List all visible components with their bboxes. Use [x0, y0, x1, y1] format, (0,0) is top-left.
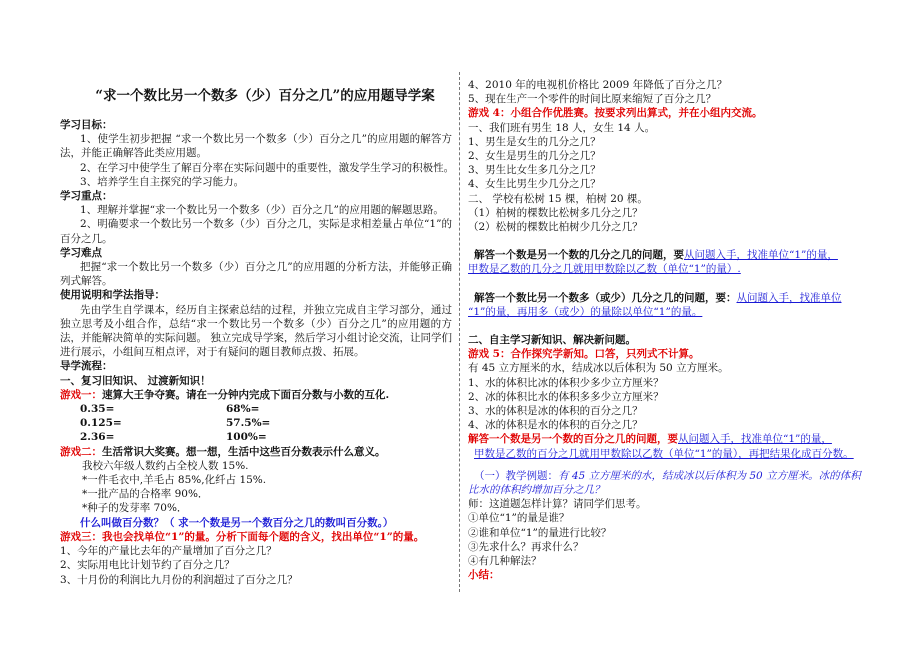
objectives-heading: 学习目标： — [60, 119, 113, 131]
game-four — [468, 106, 863, 120]
summary-three — [468, 432, 863, 446]
guidance-text: 先由学生自学课本，经历自主探索总结的过程，并独立完成自主学习部分，通过独立思考及小组合作，总结“求一个数比另一个数多（少）百分之几”的应用题的方法，并能解决简单的实际问题。 独立完成导学案，然后学习小组讨论交流，让同学们进行展示，小组间互相点评，对于有疑问的题目教师点拨、拓展。 — [60, 303, 452, 359]
calc-cell: 0.35= — [80, 403, 115, 416]
summary-one-link: 从问题入手，找准单位“1”的量， — [684, 249, 838, 262]
exercise-item: 2、女生是男生的几分之几？ — [468, 150, 601, 163]
game-three-item: 5、现在生产一个零件的时间比原来缩短了百分之几？ — [468, 93, 717, 106]
game-three-item: 3、十月份的利润比九月份的利润超过了百分之几？ — [60, 573, 298, 586]
example — [468, 469, 863, 483]
left-column — [60, 78, 455, 587]
summary-two — [468, 291, 863, 305]
calc-cell: 57.5%= — [226, 417, 271, 430]
fact-item: 我校六年级人数约占全校人数 15%. — [82, 459, 249, 472]
exercise-item: （2）松树的棵数比柏树少几分之几？ — [468, 221, 643, 234]
game-one-label: 游戏一： — [60, 388, 102, 401]
exercise-item: 4、女生比男生少几分之几？ — [468, 178, 601, 191]
game-two-text: 生活常识大奖赛。想一想，生活中这些百分数表示什么意义。 — [102, 445, 386, 458]
calc-row — [60, 416, 452, 430]
step-item: ②谁和单位“1”的量进行比较？ — [468, 526, 612, 539]
spacer — [468, 461, 863, 469]
teacher-prompt: 师：这道题怎样计算？请同学们思考。 — [468, 498, 647, 511]
summary-one-bold: 解答一个数是另一个数的几分之几的问题，要 — [474, 249, 684, 262]
game-five-text: 合作探究学新知。口答，只列式不计算。 — [510, 348, 700, 361]
section-two-heading: 二、自主学习新知识、解决新问题。 — [468, 334, 636, 347]
game-three-label: 游戏三： — [60, 530, 102, 543]
example-text-cont: 比水的体积约增加百分之几？ — [468, 484, 605, 497]
water-item: 2、冰的体积比水的体积多多少立方厘米？ — [468, 390, 664, 403]
step-item: ④有几种解法？ — [468, 555, 542, 568]
exercise-item: 3、男生比女生多几分之几？ — [468, 164, 601, 177]
calc-cell: 2.36= — [80, 431, 115, 444]
game-three-item: 2、实际用电比计划节约了百分之几？ — [60, 559, 235, 572]
spacer — [468, 234, 863, 248]
objective-item: 3、培养学生自主探究的学习能力。 — [80, 175, 245, 188]
summary-three-red: 解答一个数是另一个数的百分之几的问题， — [468, 433, 668, 446]
summary-two-link: 从问题入手，找准单位 — [736, 291, 842, 304]
objective-item: 1、使学生初步把握 “求一个数比另一个数多（少）百分之几”的应用题的解答方法，并能正确解答此类应用题。 — [60, 133, 452, 160]
right-column — [468, 78, 863, 583]
step-item: ③先求什么？再求什么？ — [468, 540, 584, 553]
page-title: “求一个数比另一个数多（少）百分之几”的应用题导学案 — [95, 88, 435, 104]
fact-item: *一批产品的合格率 90%． — [82, 488, 209, 501]
exercise-item: 1、男生是女生的几分之几？ — [468, 135, 601, 148]
water-item: 3、水的体积是冰的体积的百分之几？ — [468, 405, 643, 418]
summary-two-link-cont: “1”的量，再用多（或少）的量除以单位“1”的量。 — [468, 305, 703, 318]
example-label: （一）教学例题： — [474, 469, 558, 482]
calc-cell: 68%= — [226, 403, 260, 416]
summary-two-bold: 解答一个数比另一个数多（或少）几分之几的问题，要： — [474, 291, 737, 304]
game-three — [60, 530, 452, 544]
game-four-label: 游戏 4： — [468, 107, 511, 120]
game-three-item: 1、今年的产量比去年的产量增加了百分之几？ — [60, 545, 277, 558]
spacer — [468, 277, 863, 291]
game-four-text: 小组合作优胜赛。按要求列出算式，并在小组内交流。 — [510, 107, 763, 120]
game-two — [60, 445, 452, 459]
summary-three-bold: 要 — [667, 433, 678, 446]
water-item: 1、水的体积比冰的体积少多少立方厘米？ — [468, 376, 664, 389]
game-three-item: 4、2010 年的电视机价格比 2009 年降低了百分之几？ — [468, 79, 728, 91]
water-item: 4、冰的体积是水的体积的百分之几？ — [468, 419, 643, 432]
game-five-label: 游戏 5： — [468, 348, 511, 361]
summary-one-link-cont: 甲数是乙数的几分之几就用甲数除以乙数（单位“1”的量）. — [468, 263, 741, 276]
calc-cell: 0.125= — [80, 417, 122, 430]
summary-three-link: 从问题入手，找准单位“1”的量， — [678, 433, 832, 446]
game-five — [468, 347, 863, 361]
example-text: 有 45 立方厘米的水，结成冰以后体积为 50 立方厘米。冰的体积 — [558, 469, 861, 482]
fact-item: *种子的发芽率 70%． — [82, 502, 188, 515]
keypoints-heading: 学习重点： — [60, 190, 113, 203]
difficulty-text: 把握“求一个数比另一个数多（少）百分之几”的应用题的分析方法，并能够正确列式解答。 — [60, 261, 452, 288]
summary-three-link-cont: 甲数是乙数的百分之几就用甲数除以乙数（单位“1”的量），再把结果化成百分数。 — [474, 447, 854, 460]
keypoint-item: 2、明确要求一个数比另一个数多（少）百分之几，实际是求相差量占单位“1”的百分之几。 — [60, 218, 452, 245]
process-heading: 导学流程： — [60, 360, 113, 373]
conclusion-label: 小结： — [468, 569, 500, 582]
fact-item: *一件毛衣中,羊毛占 85%,化纤占 15%. — [82, 474, 267, 487]
game-one — [60, 388, 452, 402]
column-divider — [459, 72, 460, 592]
calc-row — [60, 402, 452, 416]
exercise-item: （1）柏树的棵数比松树多几分之几？ — [468, 206, 643, 219]
water-intro: 有 45 立方厘米的水，结成冰以后体积为 50 立方厘米。 — [468, 362, 729, 375]
step-item: ①单位“1”的量是谁？ — [468, 512, 570, 525]
difficulty-heading: 学习难点 — [60, 246, 102, 259]
game-three-text: 我也会找单位“1”的量。分析下面每个题的含义，找出单位“1”的量。 — [102, 530, 425, 543]
guidance-heading: 使用说明和学法指导： — [60, 289, 165, 302]
keypoint-item: 1、理解并掌握“求一个数比另一个数多（少）百分之几”的应用题的解题思路。 — [80, 204, 444, 217]
calc-row — [60, 430, 452, 444]
game-one-text: 速算大王争夺赛。请在一分钟内完成下面百分数与小数的互化. — [102, 388, 390, 401]
exercise-one-intro: 一、我们班有男生 18 人，女生 14 人。 — [468, 121, 656, 134]
section-one-heading: 一、复习旧知识、 过渡新知识！ — [60, 374, 211, 387]
game-two-label: 游戏二： — [60, 445, 102, 458]
spacer — [468, 319, 863, 333]
percent-question: 什么叫做百分数？（ 求一个数是另一个数百分之几的数叫百分数。） — [80, 516, 394, 529]
exercise-two-intro: 二、 学校有松树 15 棵，柏树 20 棵。 — [468, 192, 648, 205]
calc-cell: 100%= — [226, 431, 267, 444]
objective-item: 2、在学习中使学生了解百分率在实际问题中的重要性，激发学生学习的积极性。 — [80, 161, 455, 174]
summary-one — [468, 248, 863, 262]
